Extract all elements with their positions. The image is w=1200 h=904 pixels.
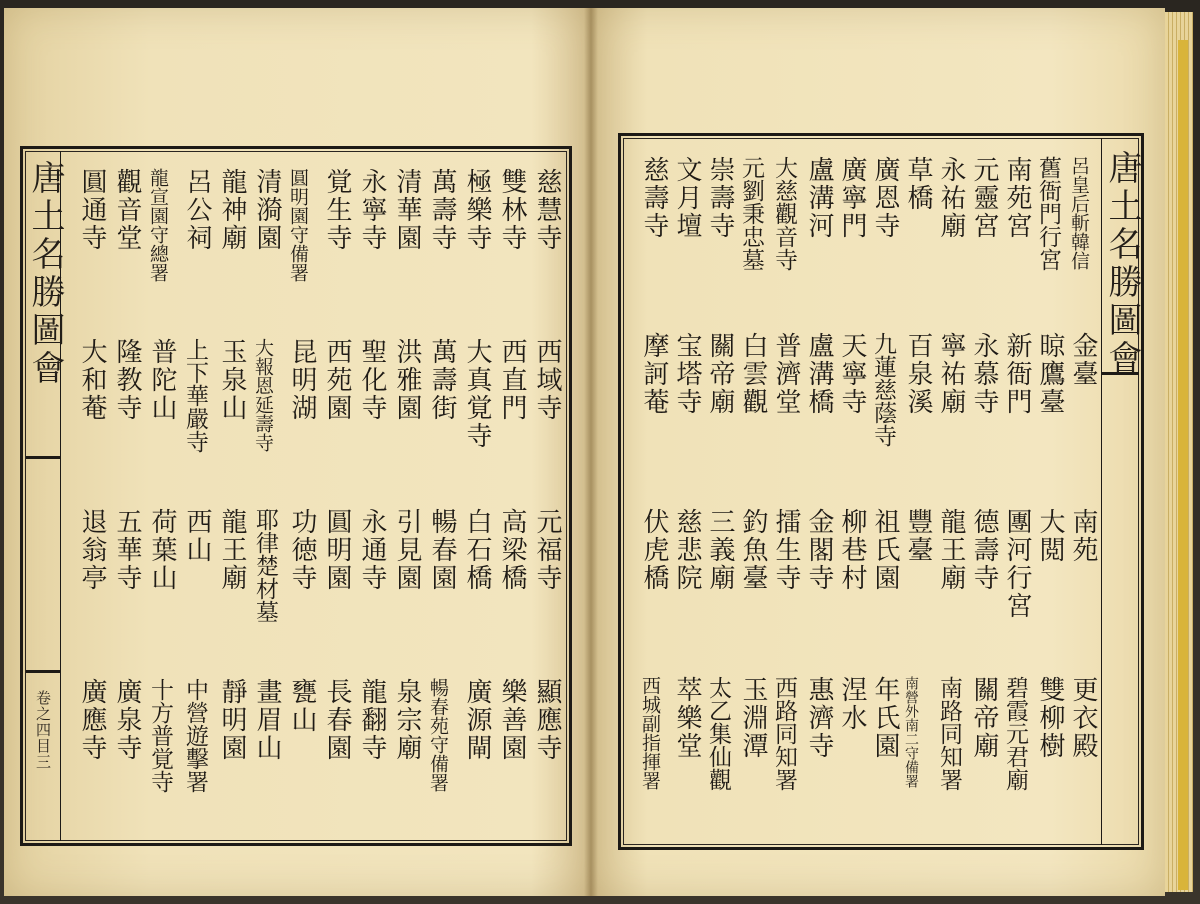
right-entry: 永祐廟 [936, 156, 966, 240]
left-entry: 大和菴 [77, 338, 107, 422]
right-entry: 關帝廟 [705, 332, 735, 416]
left-entry: 雙林寺 [497, 168, 527, 252]
cover-edge [1178, 40, 1188, 890]
right-entry: 慈悲院 [672, 508, 702, 592]
right-entry: 擂生寺 [771, 508, 801, 592]
left-entry: 暢春苑守備署 [427, 678, 449, 792]
left-entry: 清華園 [392, 168, 422, 252]
left-entry: 西域寺 [532, 338, 562, 422]
left-entry: 元福寺 [532, 508, 562, 592]
left-entry: 圓明園守備署 [287, 168, 309, 282]
right-entry: 年氏園 [870, 676, 900, 760]
left-entry: 引見園 [392, 508, 422, 592]
right-entry: 團河行宮 [1002, 508, 1032, 620]
left-entry: 永寧寺 [357, 168, 387, 252]
left-entry: 上下華嚴寺 [182, 338, 208, 453]
right-entry: 寧祐廟 [936, 332, 966, 416]
book-gutter [584, 8, 598, 896]
left-entry: 畫眉山 [252, 678, 282, 762]
left-entry: 永通寺 [357, 508, 387, 592]
left-entry: 退翁亭 [77, 508, 107, 592]
left-entry: 極樂寺 [462, 168, 492, 252]
right-entry: 伏虎橋 [639, 508, 669, 592]
right-entry: 元劉秉忠墓 [738, 156, 764, 271]
left-entry: 顯應寺 [532, 678, 562, 762]
left-entry: 慈慧寺 [532, 168, 562, 252]
right-entry: 宝塔寺 [672, 332, 702, 416]
left-entry: 萬壽街 [427, 338, 457, 422]
right-running-title: 唐土名勝圖會 [1102, 150, 1142, 378]
right-entry: 普濟堂 [771, 332, 801, 416]
right-entry: 龍王廟 [936, 508, 966, 592]
right-entry: 萃樂堂 [672, 676, 702, 760]
right-entry: 百泉溪 [903, 332, 933, 416]
left-entry: 五華寺 [112, 508, 142, 592]
left-entry: 昆明湖 [287, 338, 317, 422]
left-folio-label: 卷之四目三 [34, 690, 52, 770]
left-entry: 中營遊擊署 [182, 678, 208, 793]
left-entry: 長春園 [322, 678, 352, 762]
right-entry: 太乙集仙觀 [705, 676, 731, 791]
left-entry: 覚生寺 [322, 168, 352, 252]
right-entry: 關帝廟 [969, 676, 999, 760]
left-entry: 龍翻寺 [357, 678, 387, 762]
left-margin-fishtail [26, 456, 60, 459]
left-entry: 甕山 [287, 678, 317, 734]
right-entry: 更衣殿 [1068, 676, 1098, 760]
left-margin-fishtail-lower [26, 670, 60, 673]
right-entry: 南苑宮 [1002, 156, 1032, 240]
right-entry: 南路同知署 [936, 676, 962, 791]
right-entry: 南營外南二守備署 [903, 676, 919, 788]
left-entry: 洪雅園 [392, 338, 422, 422]
right-entry: 柳巷村 [837, 508, 867, 592]
right-entry: 金臺 [1068, 332, 1098, 388]
left-entry: 樂善園 [497, 678, 527, 762]
right-entry: 文月壇 [672, 156, 702, 240]
right-entry: 祖氏園 [870, 508, 900, 592]
left-entry: 耶律楚材墓 [252, 508, 278, 623]
right-entry: 碧霞元君廟 [1002, 676, 1028, 791]
left-entry: 龍王廟 [217, 508, 247, 592]
right-entry: 大閲 [1035, 508, 1065, 564]
right-entry: 涅水 [837, 676, 867, 732]
left-entry: 圓通寺 [77, 168, 107, 252]
right-entry: 白雲觀 [738, 332, 768, 416]
right-entry: 元靈宮 [969, 156, 999, 240]
right-entry: 大慈觀音寺 [771, 156, 797, 271]
left-entry: 廣應寺 [77, 678, 107, 762]
left-entry: 暢春園 [427, 508, 457, 592]
right-entry: 天寧寺 [837, 332, 867, 416]
left-entry: 廣泉寺 [112, 678, 142, 762]
right-entry: 盧溝河 [804, 156, 834, 240]
left-entry: 西直門 [497, 338, 527, 422]
left-entry: 功徳寺 [287, 508, 317, 592]
right-entry: 金閣寺 [804, 508, 834, 592]
right-entry: 西城副指揮署 [639, 676, 661, 790]
left-entry: 十方普覚寺 [147, 678, 173, 793]
left-entry: 廣源閘 [462, 678, 492, 762]
left-entry: 普陀山 [147, 338, 177, 422]
right-entry: 晾鷹臺 [1035, 332, 1065, 416]
right-entry: 盧溝橋 [804, 332, 834, 416]
left-entry: 西苑園 [322, 338, 352, 422]
right-entry: 呂皇后斬韓信 [1068, 156, 1090, 270]
left-entry: 西山 [182, 508, 212, 564]
left-entry: 白石橋 [462, 508, 492, 592]
right-entry: 南苑 [1068, 508, 1098, 564]
left-entry: 龍神廟 [217, 168, 247, 252]
right-entry: 廣恩寺 [870, 156, 900, 240]
left-entry: 呂公祠 [182, 168, 212, 252]
right-entry: 西路同知署 [771, 676, 797, 791]
left-entry: 玉泉山 [217, 338, 247, 422]
left-entry: 大報恩延壽寺 [252, 338, 274, 452]
left-entry: 圓明園 [322, 508, 352, 592]
right-entry: 草橋 [903, 156, 933, 212]
right-entry: 三義廟 [705, 508, 735, 592]
left-entry: 萬壽寺 [427, 168, 457, 252]
left-entry: 荷葉山 [147, 508, 177, 592]
right-entry: 新衙門 [1002, 332, 1032, 416]
left-running-title: 唐土名勝圖會 [25, 160, 65, 388]
right-entry: 德壽寺 [969, 508, 999, 592]
left-entry: 龍宣園守總署 [147, 168, 169, 282]
right-entry: 雙柳樹 [1035, 676, 1065, 760]
right-entry: 慈壽寺 [639, 156, 669, 240]
left-entry: 清漪園 [252, 168, 282, 252]
left-entry: 隆教寺 [112, 338, 142, 422]
left-entry: 觀音堂 [112, 168, 142, 252]
right-entry: 九蓮慈蔭寺 [870, 332, 896, 447]
right-entry: 永慕寺 [969, 332, 999, 416]
left-entry: 高梁橋 [497, 508, 527, 592]
left-entry: 聖化寺 [357, 338, 387, 422]
right-entry: 摩訶菴 [639, 332, 669, 416]
right-entry: 舊衙門行宮 [1035, 156, 1061, 271]
left-entry: 泉宗廟 [392, 678, 422, 762]
right-entry: 廣寧門 [837, 156, 867, 240]
left-entry: 大真覚寺 [462, 338, 492, 450]
right-entry: 玉淵潭 [738, 676, 768, 760]
right-entry: 崇壽寺 [705, 156, 735, 240]
right-entry: 釣魚臺 [738, 508, 768, 592]
right-entry: 豐臺 [903, 508, 933, 564]
right-entry: 惠濟寺 [804, 676, 834, 760]
left-entry: 靜明園 [217, 678, 247, 762]
